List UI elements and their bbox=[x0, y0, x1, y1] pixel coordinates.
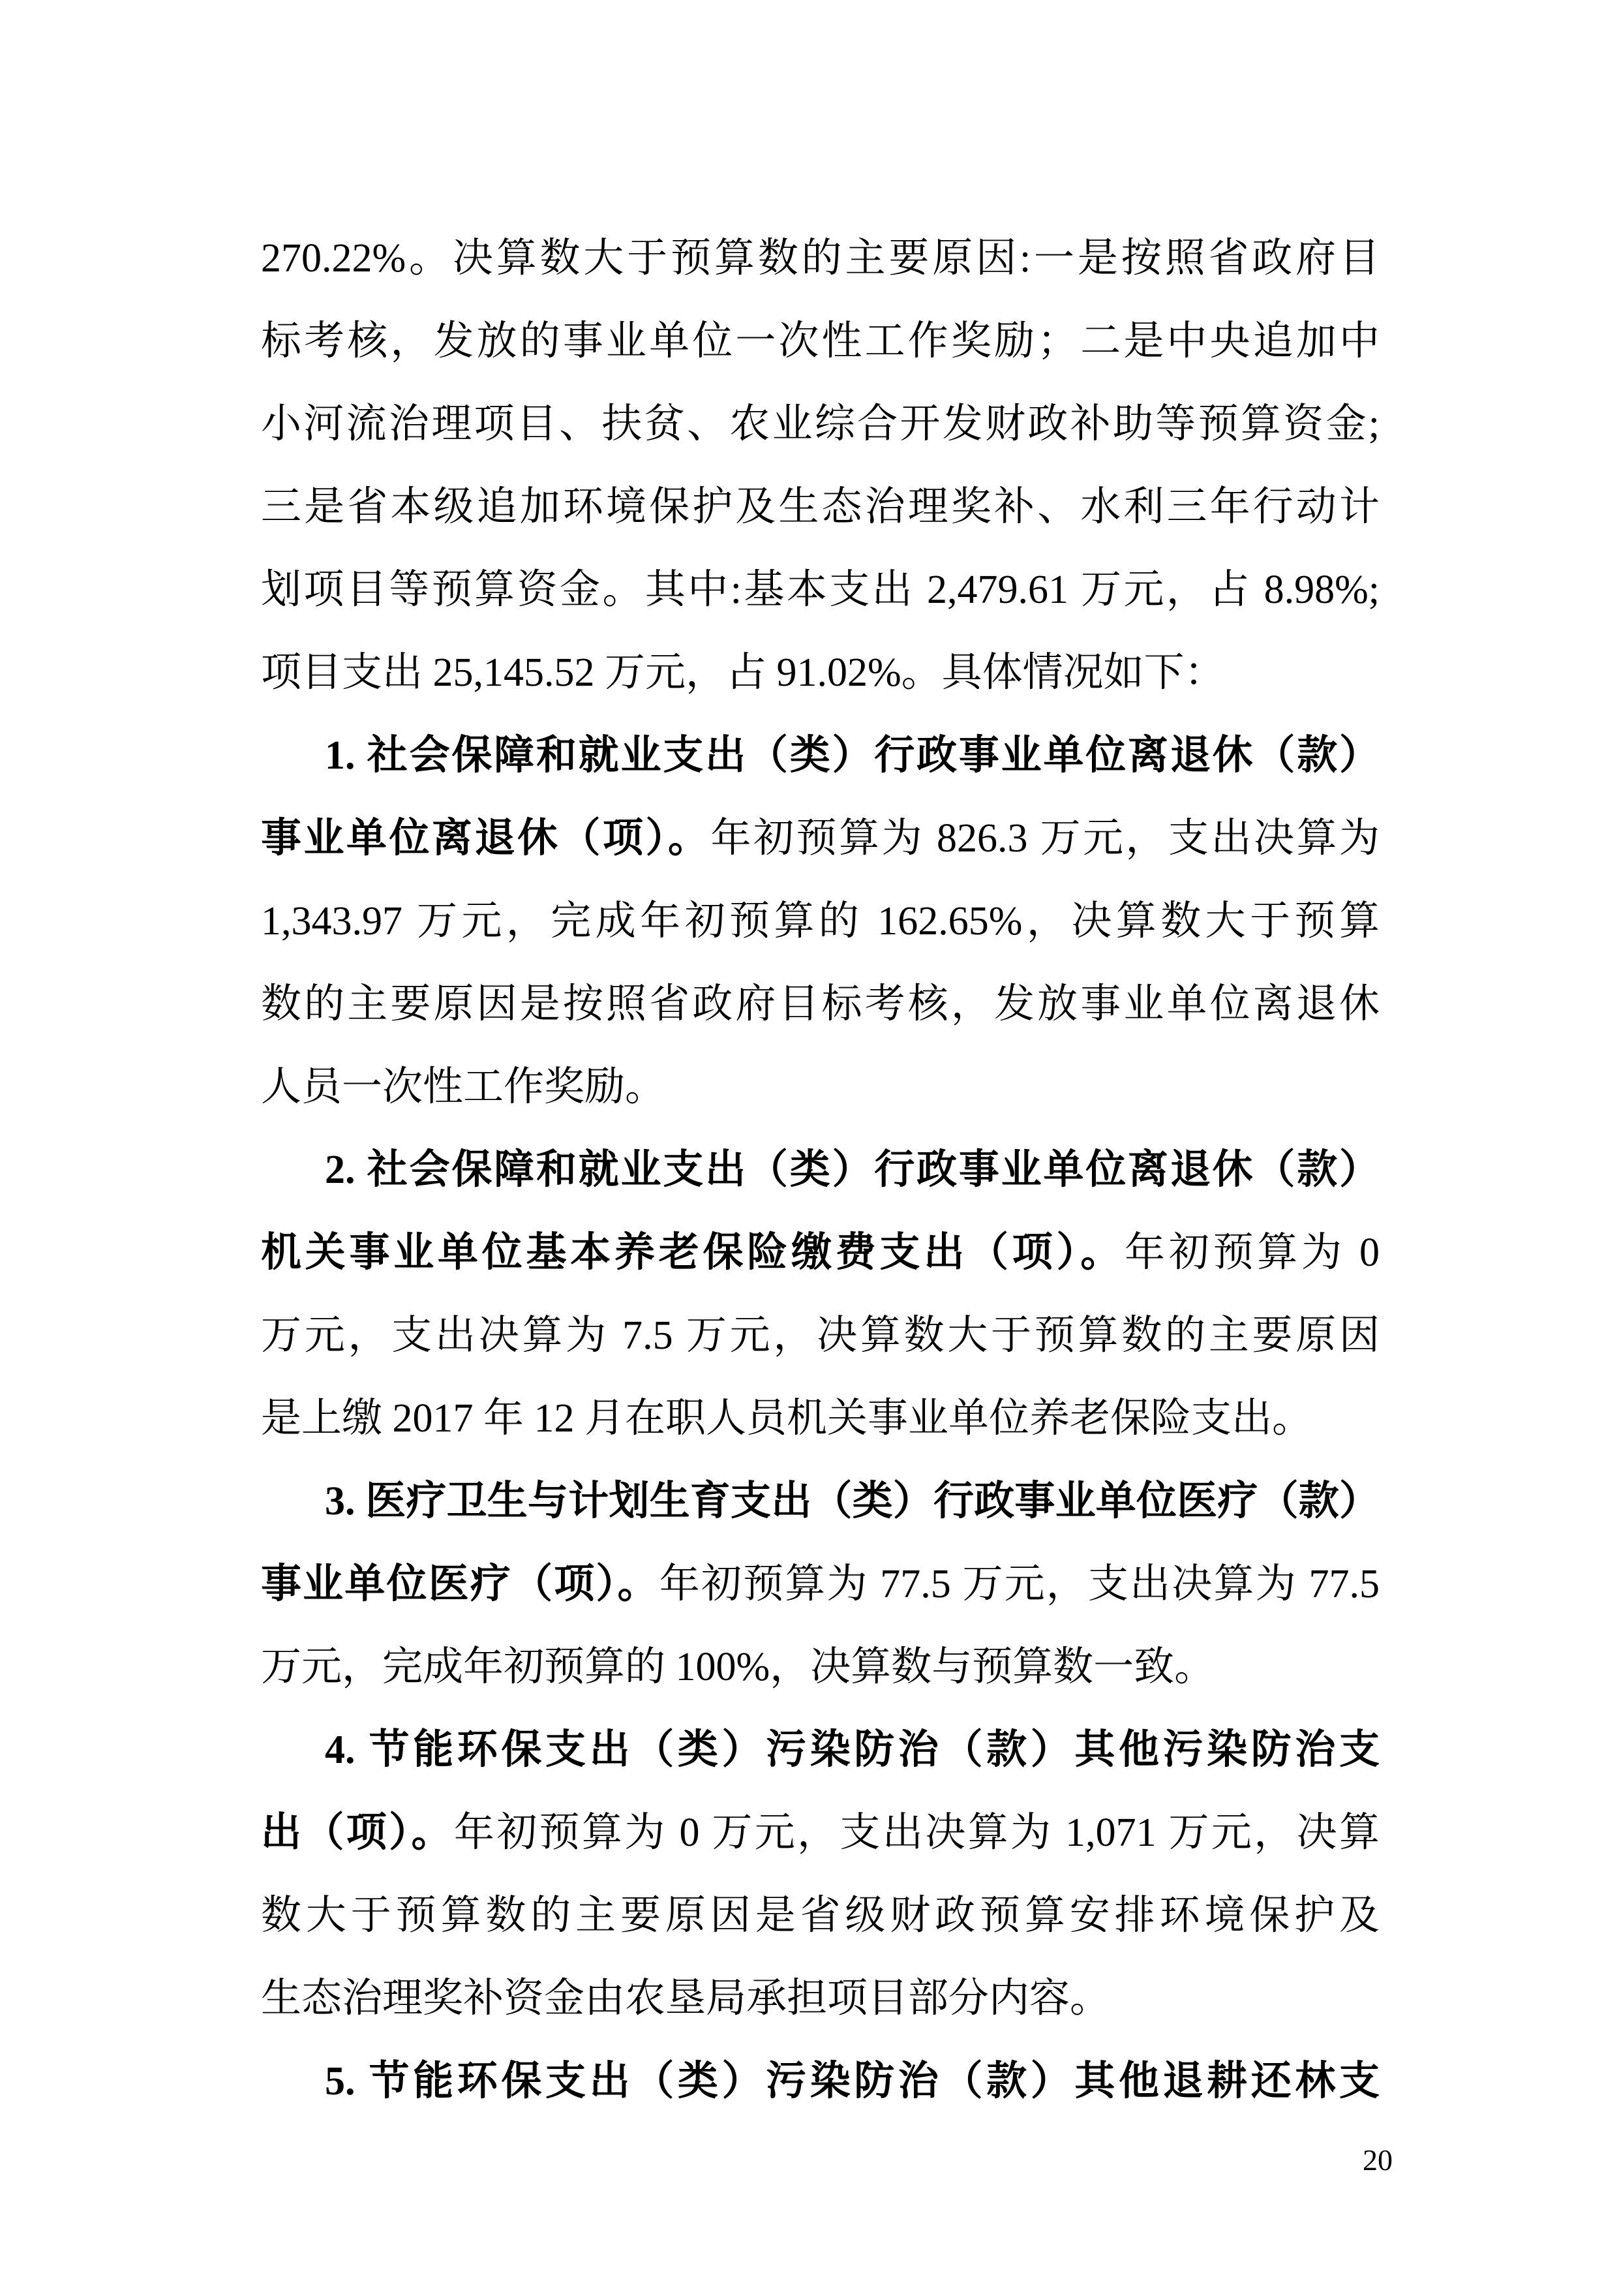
text-line bbox=[261, 1460, 1380, 1543]
bold-text: 2. 社会保障和就业支出（类）行政事业单位离退休（款） bbox=[325, 1148, 1380, 1192]
text-line bbox=[261, 1377, 1380, 1460]
text-line bbox=[261, 1626, 1380, 1709]
regular-text: 生态治理奖补资金由农垦局承担项目部分内容。 bbox=[261, 1976, 1111, 2021]
text-line bbox=[261, 1046, 1380, 1129]
text-line bbox=[261, 466, 1380, 549]
text-line bbox=[261, 549, 1380, 632]
regular-text: 项目支出 25,145.52 万元，占 91.02%。具体情况如下： bbox=[261, 651, 1225, 695]
text-line bbox=[261, 1792, 1380, 1875]
regular-text: 标考核，发放的事业单位一次性工作奖励；二是中央追加中 bbox=[261, 319, 1380, 363]
bold-text: 5. 节能环保支出（类）污染防治（款）其他退耕还林支 bbox=[325, 2059, 1380, 2104]
text-line bbox=[261, 880, 1380, 963]
bold-text: 1. 社会保障和就业支出（类）行政事业单位离退休（款） bbox=[325, 733, 1380, 778]
regular-text: 小河流治理项目、扶贫、农业综合开发财政补助等预算资金; bbox=[261, 402, 1380, 446]
page-number: 20 bbox=[1363, 2143, 1393, 2177]
text-line bbox=[261, 963, 1380, 1046]
bold-text: 事业单位医疗（项）。 bbox=[261, 1562, 659, 1606]
text-line bbox=[261, 1957, 1380, 2040]
text-line bbox=[261, 1543, 1380, 1626]
bold-text: 机关事业单位基本养老保险缴费支出（项）。 bbox=[261, 1231, 1125, 1275]
regular-text: 年初预算为 77.5 万元，支出决算为 77.5 bbox=[659, 1562, 1380, 1606]
text-line bbox=[261, 797, 1380, 880]
regular-text: 万元，完成年初预算的 100%，决算数与预算数一致。 bbox=[261, 1645, 1215, 1689]
text-line bbox=[261, 1294, 1380, 1377]
text-line bbox=[261, 1129, 1380, 1212]
bold-text: 事业单位离退休（项）。 bbox=[261, 816, 711, 861]
regular-text: 是上缴 2017 年 12 月在职人员机关事业单位养老保险支出。 bbox=[261, 1396, 1313, 1441]
regular-text: 人员一次性工作奖励。 bbox=[261, 1065, 666, 1109]
regular-text: 万元，支出决算为 7.5 万元，决算数大于预算数的主要原因 bbox=[261, 1313, 1380, 1358]
text-line bbox=[261, 632, 1380, 714]
regular-text: 1,343.97 万元，完成年初预算的 162.65%，决算数大于预算 bbox=[261, 899, 1380, 943]
regular-text: 年初预算为 0 bbox=[1124, 1231, 1380, 1275]
page-body-text bbox=[261, 217, 1380, 2123]
regular-text: 数大于预算数的主要原因是省级财政预算安排环境保护及 bbox=[261, 1893, 1380, 1938]
regular-text: 年初预算为 0 万元，支出决算为 1,071 万元，决算 bbox=[453, 1811, 1380, 1855]
text-line bbox=[261, 300, 1380, 383]
text-line bbox=[261, 1709, 1380, 1792]
regular-text: 划项目等预算资金。其中:基本支出 2,479.61 万元，占 8.98%; bbox=[261, 568, 1380, 612]
regular-text: 270.22%。决算数大于预算数的主要原因:一是按照省政府目 bbox=[261, 236, 1380, 281]
bold-text: 4. 节能环保支出（类）污染防治（款）其他污染防治支 bbox=[325, 1728, 1380, 1772]
text-line bbox=[261, 714, 1380, 797]
text-line bbox=[261, 2040, 1380, 2123]
text-line bbox=[261, 383, 1380, 466]
text-line bbox=[261, 1212, 1380, 1294]
regular-text: 年初预算为 826.3 万元，支出决算为 bbox=[710, 816, 1380, 861]
regular-text: 数的主要原因是按照省政府目标考核，发放事业单位离退休 bbox=[261, 982, 1380, 1026]
bold-text: 3. 医疗卫生与计划生育支出（类）行政事业单位医疗（款） bbox=[325, 1479, 1380, 1523]
bold-text: 出（项）。 bbox=[261, 1811, 454, 1855]
text-line bbox=[261, 217, 1380, 300]
regular-text: 三是省本级追加环境保护及生态治理奖补、水利三年行动计 bbox=[261, 485, 1380, 529]
text-line bbox=[261, 1875, 1380, 1957]
